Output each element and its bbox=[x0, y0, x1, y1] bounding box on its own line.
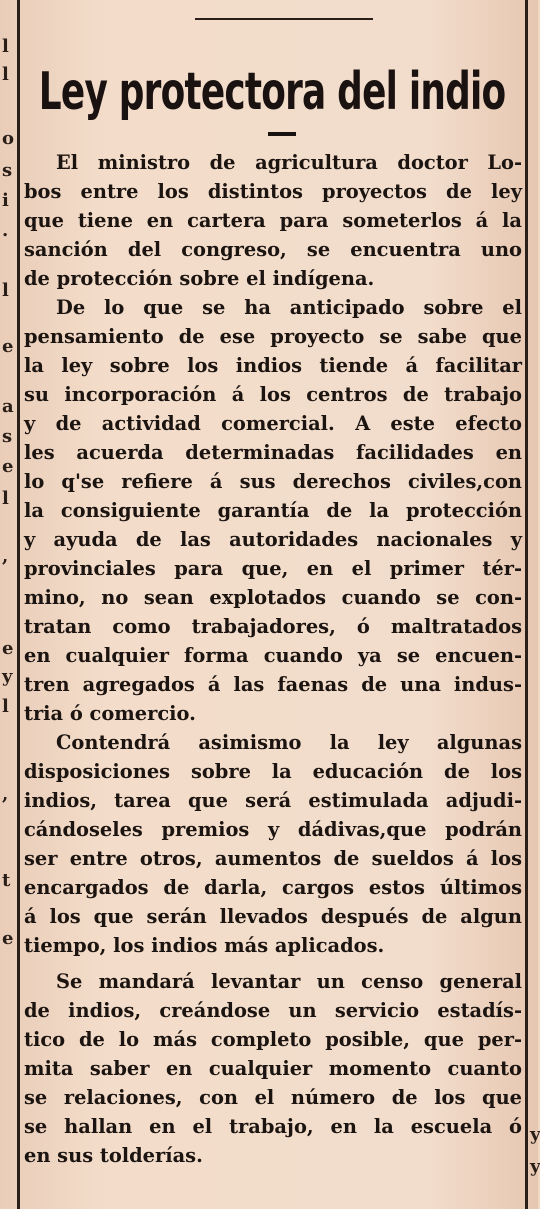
text-line: mita saber en cualquier momento cuanto bbox=[24, 1057, 522, 1080]
margin-fragment: . bbox=[2, 220, 9, 241]
margin-fragment: t bbox=[2, 870, 11, 891]
text-line: en sus tolderías. bbox=[24, 1144, 203, 1167]
text-line: y de actividad comercial. A este efecto bbox=[24, 412, 522, 435]
margin-fragment: y bbox=[530, 1156, 540, 1177]
text-line: provinciales para que, en el primer tér- bbox=[24, 557, 522, 580]
text-line: su incorporación á los centros de trabajo bbox=[24, 383, 522, 406]
text-line: se relaciones, con el número de los que bbox=[24, 1086, 522, 1109]
text-line: tria ó comercio. bbox=[24, 702, 196, 725]
column-rule-right bbox=[525, 0, 528, 1209]
text-line: Se mandará levantar un censo general bbox=[56, 970, 522, 993]
margin-fragment: s bbox=[2, 426, 13, 447]
text-line: tren agregados á las faenas de una indus- bbox=[24, 673, 522, 696]
left-column-fragment bbox=[0, 0, 16, 1209]
text-line: que tiene en cartera para someterlos á la bbox=[24, 209, 522, 232]
text-line: tratan como trabajadores, ó maltratados bbox=[24, 615, 522, 638]
article-headline bbox=[24, 56, 520, 126]
margin-fragment: y bbox=[2, 666, 13, 687]
text-line: bos entre los distintos proyectos de ley bbox=[24, 180, 522, 203]
text-line: El ministro de agricultura doctor Lo- bbox=[56, 151, 522, 174]
text-line: cándoseles premios y dádivas,que podrán bbox=[24, 818, 522, 841]
text-line: disposiciones sobre la educación de los bbox=[24, 760, 522, 783]
text-line: encargados de darla, cargos estos últimos bbox=[24, 876, 522, 899]
margin-fragment: , bbox=[2, 546, 9, 567]
right-column-fragment bbox=[529, 0, 538, 1209]
margin-fragment: l bbox=[2, 64, 9, 85]
text-line: mino, no sean explotados cuando se con- bbox=[24, 586, 522, 609]
text-line: Contendrá asimismo la ley algunas bbox=[56, 731, 522, 754]
margin-fragment: e bbox=[2, 336, 14, 357]
margin-fragment: e bbox=[2, 638, 14, 659]
margin-fragment: i bbox=[2, 190, 9, 211]
margin-fragment: o bbox=[2, 128, 15, 149]
text-line: se hallan en el trabajo, en la escuela ó bbox=[24, 1115, 522, 1138]
article-body bbox=[24, 148, 522, 1170]
text-line: pensamiento de ese proyecto se sabe que bbox=[24, 325, 522, 348]
headline-text: Ley protectora del indio bbox=[38, 60, 506, 122]
margin-fragment: l bbox=[2, 36, 9, 57]
text-line: les acuerda determinadas facilidades en bbox=[24, 441, 522, 464]
margin-fragment: e bbox=[2, 456, 14, 477]
text-line: á los que serán llevados después de algun bbox=[24, 905, 522, 928]
text-line: de protección sobre el indígena. bbox=[24, 267, 375, 290]
text-line: la ley sobre los indios tiende á facilitar bbox=[24, 354, 522, 377]
text-line: sanción del congreso, se encuentra uno bbox=[24, 238, 522, 261]
text-line: indios, tarea que será estimulada adjudi- bbox=[24, 789, 522, 812]
text-line: De lo que se ha anticipado sobre el bbox=[56, 296, 522, 319]
column-rule-left bbox=[17, 0, 20, 1209]
text-line: la consiguiente garantía de la protección bbox=[24, 499, 522, 522]
headline-dash bbox=[268, 132, 296, 136]
margin-fragment: l bbox=[2, 696, 9, 717]
text-line: y ayuda de las autoridades nacionales y bbox=[24, 528, 522, 551]
margin-fragment: , bbox=[2, 784, 9, 805]
text-line: tiempo, los indios más aplicados. bbox=[24, 934, 385, 957]
margin-fragment: l bbox=[2, 488, 9, 509]
text-line: en cualquier forma cuando ya se encuen- bbox=[24, 644, 522, 667]
text-line: tico de lo más completo posible, que per- bbox=[24, 1028, 522, 1051]
paragraph-gap bbox=[24, 960, 522, 967]
margin-fragment: a bbox=[2, 396, 14, 417]
text-line: ser entre otros, aumentos de sueldos á los bbox=[24, 847, 522, 870]
margin-fragment: e bbox=[2, 928, 14, 949]
margin-fragment: y bbox=[530, 1124, 540, 1145]
margin-fragment: l bbox=[2, 280, 9, 301]
text-line: de indios, creándose un servicio estadís- bbox=[24, 999, 522, 1022]
margin-fragment: s bbox=[2, 160, 13, 181]
top-separator-rule bbox=[195, 18, 373, 20]
text-line: lo q'se refiere á sus derechos civiles,con bbox=[24, 470, 522, 493]
